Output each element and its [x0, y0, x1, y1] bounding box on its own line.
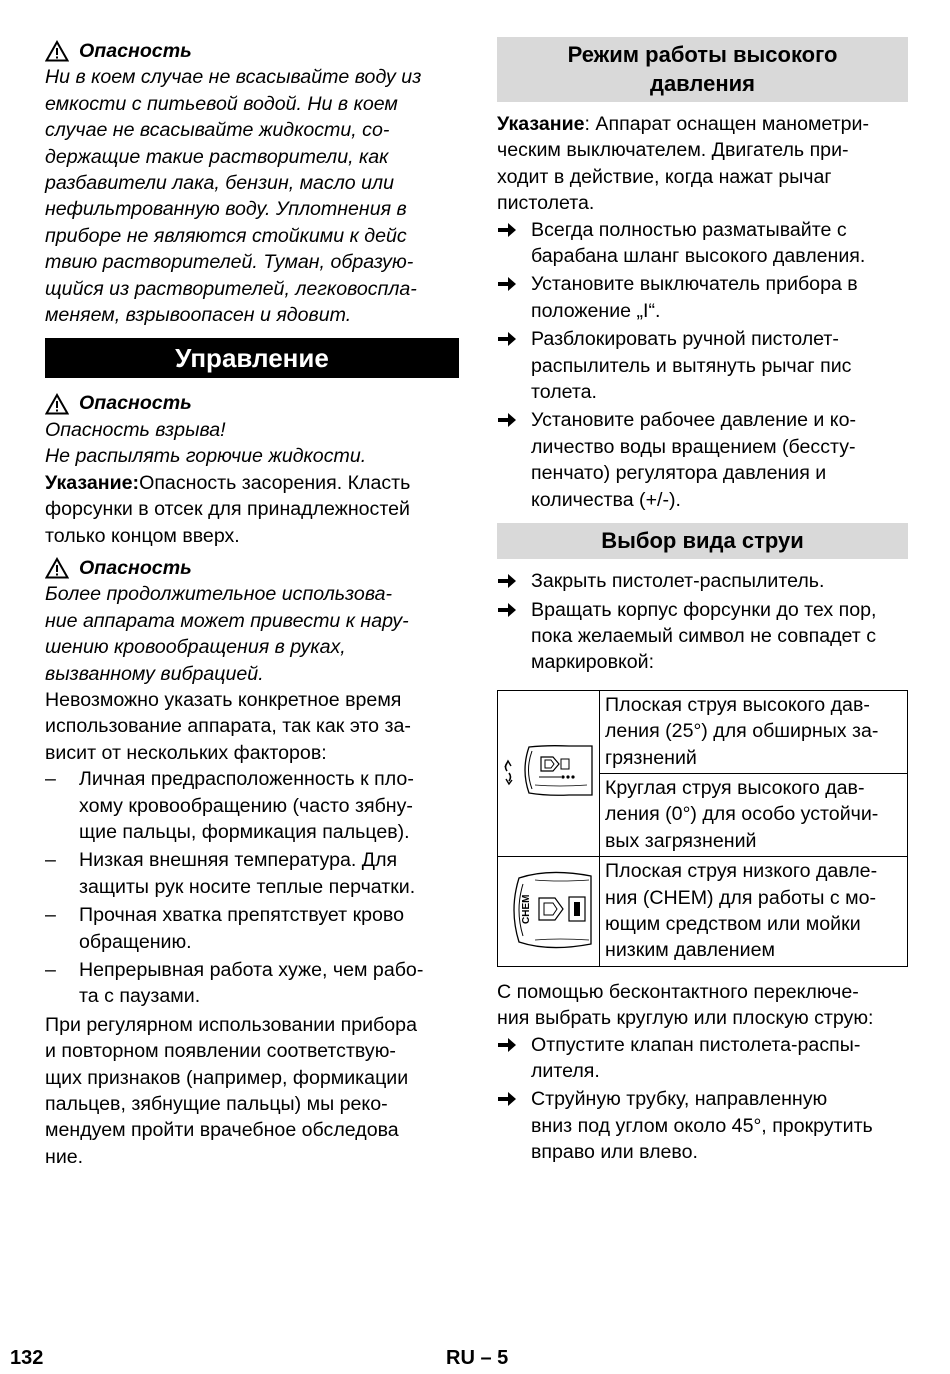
text-line: щие пальцы, формикация пальцев).	[79, 820, 410, 843]
list-item	[497, 271, 908, 324]
bullet-arrow-icon	[497, 330, 517, 348]
text-line: щих признаков (например, формикации	[45, 1066, 409, 1089]
text-line: Непрерывная работа хуже, чем рабо-	[79, 959, 424, 981]
text-line	[45, 470, 459, 496]
danger-text-3	[45, 581, 459, 687]
text-line: Всегда полностью разматывайте с	[531, 218, 847, 241]
note-clogging	[45, 470, 459, 549]
section-code: RU – 5	[446, 1347, 509, 1369]
table-row	[498, 857, 908, 967]
text-line: толета.	[531, 381, 597, 404]
list-item	[497, 568, 908, 594]
text-line: личество воды вращением (бессту-	[531, 435, 856, 458]
text-line: та с паузами.	[79, 985, 201, 1008]
text-line: ления (0°) для особо устойчи-	[605, 803, 879, 826]
note-label: Указание	[497, 113, 585, 135]
text-line: Вращать корпус форсунки до тех пор,	[531, 598, 877, 621]
text-line: лителя.	[531, 1060, 600, 1082]
danger-heading-2	[45, 390, 459, 416]
text-line: ющим средством или мойки	[605, 912, 861, 935]
text-line: и повторном появлении соответствую-	[45, 1040, 396, 1063]
title-line: Режим работы высокого	[567, 42, 838, 67]
text-line: При регулярном использовании прибора	[45, 1013, 417, 1036]
right-column	[497, 37, 908, 1168]
text-line: Не распылять горючие жидкости.	[45, 445, 367, 468]
list-item	[45, 957, 459, 1010]
paragraph-factors	[45, 687, 459, 766]
text-line: Более продолжительное использова-	[45, 583, 393, 606]
list-item	[497, 1032, 908, 1085]
table-cell-image	[498, 690, 600, 856]
text-line: вниз под углом около 45°, прокрутить	[531, 1114, 873, 1137]
danger-text-2	[45, 417, 459, 470]
text-line: Струйную трубку, направленную	[531, 1088, 828, 1111]
text-line: использование аппарата, так как это за-	[45, 715, 411, 738]
text-line: Круглая струя высокого дав-	[605, 776, 865, 799]
text-line: грязнений	[605, 746, 697, 769]
bullet-arrow-icon	[497, 411, 517, 429]
text-line: ходит в действие, когда нажат рычаг	[497, 165, 832, 188]
jet-type-steps	[497, 568, 908, 676]
text-line: Плоская струя высокого дав-	[605, 693, 870, 716]
chem-label: CHEM	[520, 894, 532, 924]
text-line: ческим выключателем. Двигатель при-	[497, 139, 849, 162]
danger-title-2: Опасность	[79, 392, 192, 415]
list-item	[497, 326, 908, 405]
list-item	[45, 847, 459, 900]
text-line: Разблокировать ручной пистолет-	[531, 328, 839, 351]
text-line: Невозможно указать конкретное время	[45, 688, 402, 711]
danger-title-1: Опасность	[79, 40, 192, 62]
text-line: щийся из растворителей, легковоспла-	[45, 277, 417, 300]
bullet-arrow-icon	[497, 601, 517, 619]
danger-heading-3	[45, 555, 459, 581]
text-line: ления (25°) для обширных за-	[605, 720, 879, 743]
text-line: вызванному вибрацией.	[45, 662, 264, 685]
dash-bullet: –	[45, 904, 56, 927]
dash-bullet: –	[45, 768, 56, 791]
warning-triangle-icon	[45, 557, 69, 579]
list-item	[497, 597, 908, 676]
section-title-operation: Управление	[45, 338, 459, 378]
text-line: Плоская струя низкого давле-	[605, 860, 878, 883]
text-line: шению кровообращения в руках,	[45, 636, 346, 659]
text-line: ние.	[45, 1145, 84, 1168]
title-line: давления	[649, 71, 755, 96]
text-line: держащие такие растворители, как	[45, 145, 389, 168]
bullet-arrow-icon	[497, 1036, 517, 1054]
text-line: ния выбрать круглую или плоскую струю:	[497, 1007, 874, 1030]
list-item	[45, 766, 459, 845]
bullet-arrow-icon	[497, 572, 517, 590]
text-line: Установите рабочее давление и ко-	[531, 409, 857, 432]
left-column	[45, 34, 459, 1170]
dash-bullet: –	[45, 849, 56, 872]
table-cell-flat-high	[600, 690, 908, 773]
text-line: разбавители лака, бензин, масло или	[45, 172, 394, 195]
text-line: обращению.	[79, 930, 192, 953]
paragraph-switching	[497, 979, 908, 1032]
page-number: 132	[10, 1347, 44, 1369]
text-line: маркировкой:	[531, 651, 655, 674]
text-line: распылитель и вытянуть рычаг пис	[531, 354, 852, 377]
section-title-high-pressure	[497, 37, 908, 102]
text-line: положение „I“.	[531, 299, 661, 322]
table-cell-flat-low-chem	[600, 857, 908, 967]
text-line: низким давлением	[605, 939, 775, 962]
warning-triangle-icon	[45, 40, 69, 62]
text-line	[497, 111, 908, 137]
text-line: вправо или влево.	[531, 1141, 698, 1164]
text-line: только концом вверх.	[45, 524, 240, 547]
text-line: пока желаемый символ не совпадет с	[531, 624, 877, 647]
list-item	[497, 407, 908, 513]
text-line: Ни в коем случае не всасывайте воду из	[45, 66, 422, 89]
text-line: пенчато) регулятора давления и	[531, 462, 827, 485]
text-line: Отпустите клапан пистолета-распы-	[531, 1033, 861, 1056]
paragraph-recommendation	[45, 1012, 459, 1170]
switching-steps	[497, 1032, 908, 1166]
text-line: Личная предрасположенность к пло-	[79, 768, 414, 791]
text-line: висит от нескольких факторов:	[45, 741, 327, 764]
text-line: приборе не являются стойкими к дейс	[45, 224, 407, 247]
note-text: : Аппарат оснащен манометри-	[584, 113, 870, 135]
dash-bullet: –	[45, 959, 56, 981]
text-line: нефильтрованную воду. Уплотнения в	[45, 198, 407, 221]
high-pressure-steps	[497, 217, 908, 513]
danger-heading-1	[45, 38, 459, 64]
note-label: Указание:	[45, 471, 140, 494]
text-line: С помощью бесконтактного переключе-	[497, 980, 859, 1003]
text-line: случае не всасывайте жидкости, со-	[45, 119, 390, 142]
text-line: Установите выключатель прибора в	[531, 273, 858, 296]
table-cell-round-high	[600, 773, 908, 856]
text-line: Низкая внешняя температура. Для	[79, 849, 398, 872]
bullet-arrow-icon	[497, 275, 517, 293]
bullet-arrow-icon	[497, 221, 517, 239]
text-line: мендуем пройти врачебное обследова	[45, 1119, 399, 1142]
table-cell-image	[498, 857, 600, 967]
text-line: ния (CHEM) для работы с мо-	[605, 886, 877, 909]
text-line: Прочная хватка препятствует крово	[79, 904, 405, 927]
text-line: пальцев, зябнущие пальцы) мы реко-	[45, 1093, 388, 1116]
nozzle-high-pressure-icon	[499, 735, 599, 805]
warning-triangle-icon	[45, 393, 69, 415]
text-line: форсунки в отсек для принадлежностей	[45, 498, 410, 521]
text-line: Опасность взрыва!	[45, 418, 226, 441]
text-line: меняем, взрывоопасен и ядовит.	[45, 304, 352, 327]
text-line: барабана шланг высокого давления.	[531, 245, 866, 268]
list-item	[497, 217, 908, 270]
danger-title-3: Опасность	[79, 556, 192, 579]
text-line: защиты рук носите теплые перчатки.	[79, 875, 416, 898]
text-line: ние аппарата может привести к нару-	[45, 609, 409, 632]
text-line: хому кровообращению (часто зябну-	[79, 794, 413, 817]
factor-list	[45, 766, 459, 1010]
text-line: вых загрязнений	[605, 829, 757, 852]
nozzle-chem-icon	[499, 858, 599, 958]
text-line: пистолета.	[497, 192, 595, 215]
text-line: емкости с питьевой водой. Ни в коем	[45, 92, 398, 115]
bullet-arrow-icon	[497, 1090, 517, 1108]
section-title-jet-type: Выбор вида струи	[497, 523, 908, 559]
danger-text-1	[45, 64, 459, 328]
note-pressure-switch	[497, 111, 908, 217]
text-line: твию растворителей. Туман, образую-	[45, 251, 414, 274]
jet-type-table	[497, 690, 908, 967]
list-item	[497, 1086, 908, 1165]
text-line: Закрыть пистолет-распылитель.	[531, 570, 825, 593]
note-text: Опасность засорения. Класть	[139, 471, 411, 494]
list-item	[45, 902, 459, 955]
table-row	[498, 690, 908, 773]
text-line: количества (+/-).	[531, 488, 681, 511]
